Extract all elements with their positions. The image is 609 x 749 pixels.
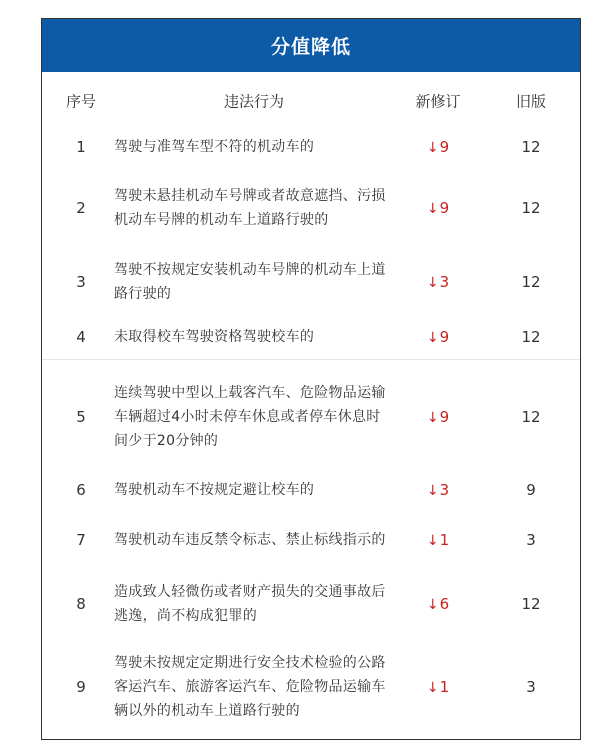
arrow-down-icon: ↓ xyxy=(426,680,439,696)
row-new-points-value: 9 xyxy=(439,328,450,346)
table-row xyxy=(42,130,580,164)
row-violation: 驾驶未悬挂机动车号牌或者故意遮挡、污损机动车号牌的机动车上道路行驶的 xyxy=(114,188,386,228)
row-number: 6 xyxy=(76,481,86,499)
row-number: 4 xyxy=(76,328,86,346)
row-new-points xyxy=(394,408,482,426)
row-new-points-value: 6 xyxy=(439,595,450,613)
arrow-down-icon: ↓ xyxy=(426,201,439,217)
row-old-points: 12 xyxy=(521,138,541,156)
row-old-points: 9 xyxy=(526,481,536,499)
row-old-points: 12 xyxy=(521,328,541,346)
arrow-down-icon: ↓ xyxy=(426,330,439,346)
row-old-points: 12 xyxy=(521,199,541,217)
row-violation: 驾驶机动车不按规定避让校车的 xyxy=(114,482,315,498)
header-old-version: 旧版 xyxy=(515,92,546,111)
row-new-points xyxy=(394,328,482,346)
row-new-points xyxy=(394,273,482,291)
row-number: 2 xyxy=(76,199,86,217)
header-new-revision: 新修订 xyxy=(415,92,461,111)
row-new-points xyxy=(394,595,482,613)
row-number: 5 xyxy=(76,408,86,426)
row-number: 8 xyxy=(76,595,86,613)
row-violation: 驾驶机动车违反禁令标志、禁止标线指示的 xyxy=(114,532,386,548)
table-row xyxy=(42,475,580,505)
row-violation: 未取得校车驾驶资格驾驶校车的 xyxy=(114,329,315,345)
row-new-points xyxy=(394,199,482,217)
row-violation: 造成致人轻微伤或者财产损失的交通事故后逃逸，尚不构成犯罪的 xyxy=(114,584,386,624)
table-row xyxy=(42,321,580,353)
row-old-points: 3 xyxy=(526,531,536,549)
table-row xyxy=(42,575,580,633)
row-number: 9 xyxy=(76,678,86,696)
arrow-down-icon: ↓ xyxy=(426,483,439,499)
row-old-points: 12 xyxy=(521,408,541,426)
penalty-table xyxy=(41,18,581,740)
row-new-points xyxy=(394,138,482,156)
row-new-points-value: 3 xyxy=(439,273,450,291)
table-row xyxy=(42,364,580,470)
row-old-points: 12 xyxy=(521,273,541,291)
row-new-points-value: 1 xyxy=(439,678,450,696)
table-row xyxy=(42,167,580,249)
table-header xyxy=(42,72,580,130)
table-title: 分值降低 xyxy=(42,19,580,72)
arrow-down-icon: ↓ xyxy=(426,533,439,549)
row-number: 7 xyxy=(76,531,86,549)
row-new-points-value: 9 xyxy=(439,199,450,217)
header-violation: 违法行为 xyxy=(223,92,284,111)
table-row xyxy=(42,635,580,739)
row-old-points: 12 xyxy=(521,595,541,613)
row-divider xyxy=(42,359,580,360)
row-number: 1 xyxy=(76,138,86,156)
row-violation: 驾驶不按规定安装机动车号牌的机动车上道路行驶的 xyxy=(114,262,386,302)
row-old-points: 3 xyxy=(526,678,536,696)
arrow-down-icon: ↓ xyxy=(426,597,439,613)
row-violation: 驾驶未按规定定期进行安全技术检验的公路客运汽车、旅游客运汽车、危险物品运输车辆以外的机动车上道路行驶的 xyxy=(114,655,386,719)
row-number: 3 xyxy=(76,273,86,291)
arrow-down-icon: ↓ xyxy=(426,275,439,291)
table-row xyxy=(42,511,580,569)
arrow-down-icon: ↓ xyxy=(426,140,439,156)
header-no: 序号 xyxy=(65,92,96,111)
row-new-points xyxy=(394,531,482,549)
arrow-down-icon: ↓ xyxy=(426,410,439,426)
row-new-points xyxy=(394,678,482,696)
row-violation: 连续驾驶中型以上载客汽车、危险物品运输车辆超过4小时未停车休息或者停车休息时间少于20分钟的 xyxy=(114,385,386,449)
row-new-points-value: 3 xyxy=(439,481,450,499)
table-row xyxy=(42,253,580,311)
row-new-points-value: 9 xyxy=(439,138,450,156)
row-new-points-value: 1 xyxy=(439,531,450,549)
row-new-points-value: 9 xyxy=(439,408,450,426)
row-violation: 驾驶与准驾车型不符的机动车的 xyxy=(114,139,315,155)
row-new-points xyxy=(394,481,482,499)
